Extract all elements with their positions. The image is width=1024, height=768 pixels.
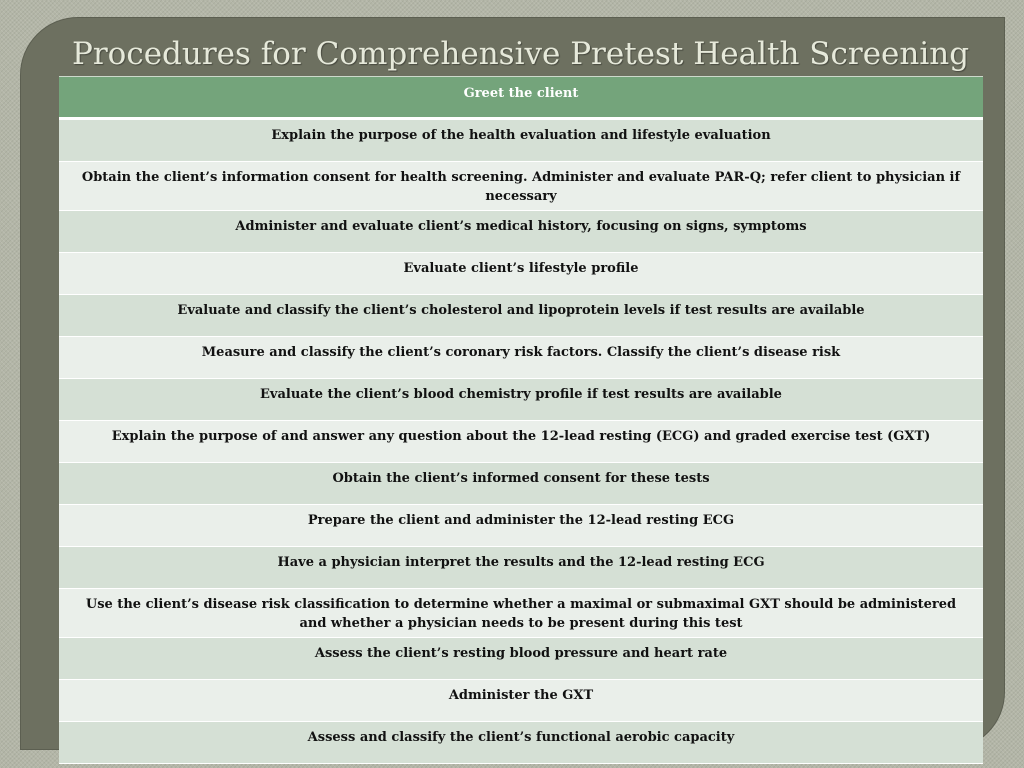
table-row [59,421,983,463]
table-cell: Obtain the client’s informed consent for these tests [59,463,983,505]
table-row [59,722,983,764]
table-cell: Administer the GXT [59,680,983,722]
table-cell: Assess and classify the client’s functional aerobic capacity [59,722,983,764]
table-cell: Explain the purpose of and answer any question about the 12-lead resting (ECG) and graded exercise test (GXT) [59,421,983,463]
procedures-table [59,76,983,764]
table-cell: Explain the purpose of the health evaluation and lifestyle evaluation [59,119,983,162]
table-row [59,589,983,638]
table-cell: Evaluate the client’s blood chemistry profile if test results are available [59,379,983,421]
table-header-row [59,77,983,119]
table-row [59,463,983,505]
table-cell: Prepare the client and administer the 12-lead resting ECG [59,505,983,547]
table-row [59,505,983,547]
table-row [59,211,983,253]
table-header-cell: Greet the client [59,77,983,119]
table-row [59,638,983,680]
table-row [59,162,983,211]
table-row [59,119,983,162]
table-row [59,337,983,379]
table-row [59,547,983,589]
table-cell: Assess the client’s resting blood pressure and heart rate [59,638,983,680]
table-row [59,295,983,337]
table-cell: Administer and evaluate client’s medical history, focusing on signs, symptoms [59,211,983,253]
table-row [59,680,983,722]
table-row [59,253,983,295]
table-cell: Obtain the client’s information consent for health screening. Administer and evaluate PAR-Q; refer client to physician if necessary [59,162,983,211]
table-cell: Evaluate client’s lifestyle profile [59,253,983,295]
slide-title: Procedures for Comprehensive Pretest Health Screening [72,36,970,72]
table-cell: Have a physician interpret the results and the 12-lead resting ECG [59,547,983,589]
table-row [59,379,983,421]
table-cell: Use the client’s disease risk classification to determine whether a maximal or submaximal GXT should be administered and whether a physician needs to be present during this test [59,589,983,638]
table-cell: Evaluate and classify the client’s cholesterol and lipoprotein levels if test results are available [59,295,983,337]
table-cell: Measure and classify the client’s coronary risk factors. Classify the client’s disease risk [59,337,983,379]
